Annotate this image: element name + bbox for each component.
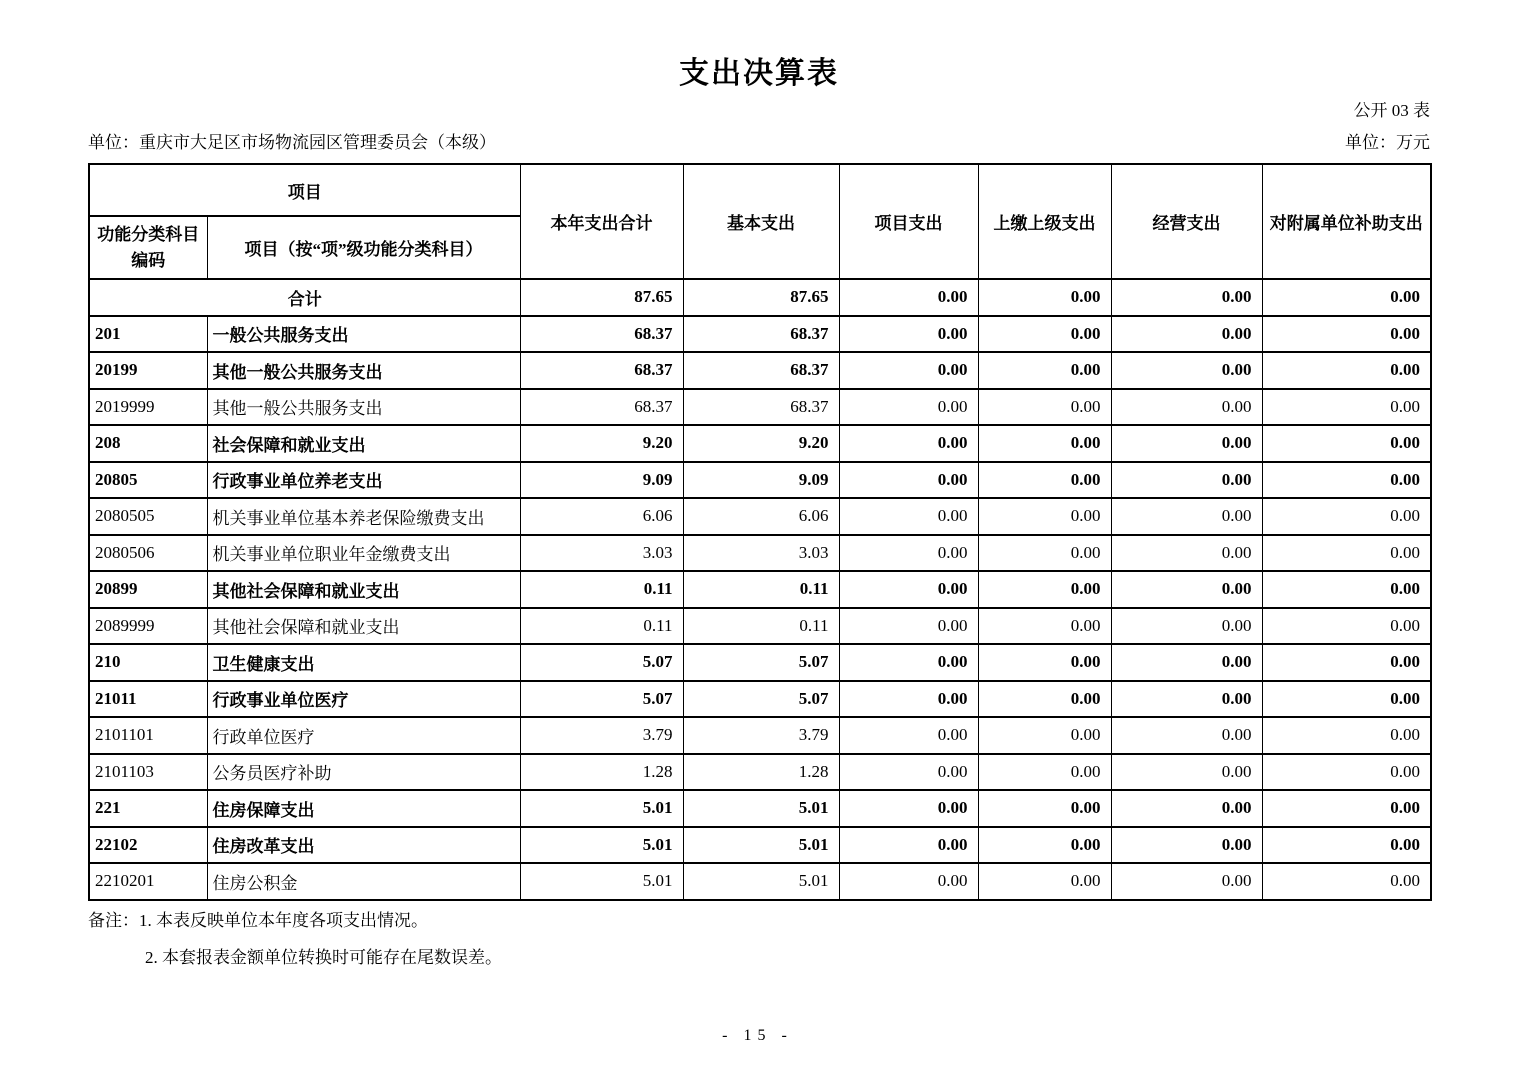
row-code-cell: 2101101 (89, 717, 207, 754)
row-value-cell: 0.00 (1262, 352, 1431, 389)
unit-name-label: 单位：重庆市大足区市场物流园区管理委员会（本级） (88, 133, 496, 153)
row-code-cell: 22102 (89, 827, 207, 864)
row-value-cell: 0.00 (1111, 644, 1262, 681)
row-value-cell: 5.01 (520, 863, 683, 900)
row-value-cell: 0.00 (978, 462, 1111, 499)
row-value-cell: 0.00 (978, 535, 1111, 572)
units-line (88, 132, 1430, 154)
row-code-cell: 2019999 (89, 389, 207, 426)
row-value-cell: 5.07 (683, 681, 839, 718)
row-value-cell: 5.01 (683, 790, 839, 827)
row-value-cell: 0.00 (978, 316, 1111, 353)
row-name-cell: 其他社会保障和就业支出 (207, 608, 520, 645)
row-name-cell: 行政单位医疗 (207, 717, 520, 754)
row-value-cell: 0.00 (978, 608, 1111, 645)
row-code-cell: 2101103 (89, 754, 207, 791)
row-code-cell: 221 (89, 790, 207, 827)
row-name-cell: 其他一般公共服务支出 (207, 352, 520, 389)
row-value-cell: 9.20 (683, 425, 839, 462)
table-row (89, 462, 1431, 499)
table-row (89, 389, 1431, 426)
row-value-cell: 0.00 (839, 608, 978, 645)
row-value-cell: 0.00 (1262, 279, 1431, 316)
row-value-cell: 0.00 (978, 644, 1111, 681)
row-value-cell: 0.00 (1111, 608, 1262, 645)
row-name-cell: 公务员医疗补助 (207, 754, 520, 791)
row-value-cell: 0.00 (1262, 681, 1431, 718)
row-value-cell: 0.00 (1111, 316, 1262, 353)
row-value-cell: 0.11 (683, 608, 839, 645)
row-value-cell: 3.03 (520, 535, 683, 572)
row-value-cell: 6.06 (683, 498, 839, 535)
table-header (89, 164, 1431, 279)
row-value-cell: 0.00 (839, 571, 978, 608)
row-code-cell: 2080506 (89, 535, 207, 572)
row-value-cell: 87.65 (683, 279, 839, 316)
expenditure-table (88, 163, 1432, 901)
table-row (89, 608, 1431, 645)
row-value-cell: 0.00 (1111, 754, 1262, 791)
row-value-cell: 0.00 (1111, 571, 1262, 608)
row-value-cell: 0.00 (1262, 827, 1431, 864)
row-value-cell: 0.00 (839, 863, 978, 900)
row-code-cell: 21011 (89, 681, 207, 718)
row-name-cell: 住房改革支出 (207, 827, 520, 864)
note-line-2 (88, 947, 1430, 969)
row-value-cell: 9.20 (520, 425, 683, 462)
row-name-cell: 其他一般公共服务支出 (207, 389, 520, 426)
row-name-cell: 一般公共服务支出 (207, 316, 520, 353)
row-value-cell: 0.00 (1111, 681, 1262, 718)
table-body (89, 279, 1431, 900)
row-value-cell: 5.07 (683, 644, 839, 681)
row-value-cell: 3.03 (683, 535, 839, 572)
row-value-cell: 0.00 (1111, 717, 1262, 754)
page-title: 支出决算表 (679, 57, 839, 90)
table-row (89, 352, 1431, 389)
table-row (89, 279, 1431, 316)
row-value-cell: 0.00 (839, 717, 978, 754)
column-header-total: 本年支出合计 (520, 164, 683, 279)
row-value-cell: 5.07 (520, 681, 683, 718)
row-value-cell: 0.00 (1262, 608, 1431, 645)
row-value-cell: 0.00 (978, 754, 1111, 791)
row-value-cell: 0.00 (978, 425, 1111, 462)
row-value-cell: 0.00 (978, 279, 1111, 316)
notes-section (88, 910, 1430, 969)
row-value-cell: 0.00 (839, 352, 978, 389)
row-value-cell: 0.00 (1262, 498, 1431, 535)
row-value-cell: 68.37 (520, 316, 683, 353)
header-row-top (89, 164, 1431, 216)
row-value-cell: 5.01 (683, 863, 839, 900)
row-value-cell: 0.00 (978, 498, 1111, 535)
row-value-cell: 68.37 (520, 389, 683, 426)
column-header-basic: 基本支出 (683, 164, 839, 279)
note-text: 2. 本套报表金额单位转换时可能存在尾数误差。 (145, 947, 502, 967)
row-value-cell: 0.00 (978, 389, 1111, 426)
row-code-cell: 208 (89, 425, 207, 462)
column-header-upper-level: 上缴上级支出 (978, 164, 1111, 279)
currency-unit-label: 单位：万元 (1345, 133, 1430, 153)
row-value-cell: 0.00 (1262, 316, 1431, 353)
column-header-function-code: 功能分类科目 编码 (89, 216, 207, 279)
row-value-cell: 0.00 (1262, 644, 1431, 681)
row-name-cell: 住房公积金 (207, 863, 520, 900)
row-value-cell: 0.00 (839, 535, 978, 572)
table-row (89, 790, 1431, 827)
row-value-cell: 68.37 (683, 389, 839, 426)
row-value-cell: 1.28 (683, 754, 839, 791)
row-value-cell: 9.09 (520, 462, 683, 499)
table-row (89, 498, 1431, 535)
row-value-cell: 1.28 (520, 754, 683, 791)
row-value-cell: 0.00 (1262, 863, 1431, 900)
table-row (89, 425, 1431, 462)
row-value-cell: 0.00 (978, 863, 1111, 900)
row-value-cell: 0.00 (1262, 571, 1431, 608)
row-name-cell: 机关事业单位基本养老保险缴费支出 (207, 498, 520, 535)
row-value-cell: 68.37 (683, 352, 839, 389)
row-value-cell: 0.00 (839, 279, 978, 316)
notes-prefix-label: 备注： (88, 910, 139, 930)
note-text: 1. 本表反映单位本年度各项支出情况。 (139, 910, 428, 930)
column-header-project-group: 项目 (89, 164, 520, 216)
note-line-1 (88, 910, 1430, 932)
row-value-cell: 0.00 (1111, 279, 1262, 316)
row-value-cell: 0.11 (520, 571, 683, 608)
row-value-cell: 0.11 (683, 571, 839, 608)
table-row (89, 535, 1431, 572)
row-value-cell: 0.00 (1111, 863, 1262, 900)
row-code-cell: 2080505 (89, 498, 207, 535)
row-value-cell: 0.00 (839, 425, 978, 462)
row-value-cell: 0.00 (1111, 352, 1262, 389)
row-code-cell: 210 (89, 644, 207, 681)
table-row (89, 681, 1431, 718)
row-value-cell: 0.00 (839, 790, 978, 827)
row-value-cell: 0.00 (1262, 717, 1431, 754)
row-value-cell: 3.79 (683, 717, 839, 754)
row-value-cell: 0.00 (978, 352, 1111, 389)
row-name-cell: 其他社会保障和就业支出 (207, 571, 520, 608)
row-value-cell: 0.00 (1262, 389, 1431, 426)
row-value-cell: 0.00 (1262, 790, 1431, 827)
page-number: - 15 - (722, 1027, 793, 1044)
row-value-cell: 0.00 (978, 571, 1111, 608)
table-row (89, 863, 1431, 900)
row-name-cell: 住房保障支出 (207, 790, 520, 827)
row-code-cell: 20805 (89, 462, 207, 499)
row-value-cell: 68.37 (683, 316, 839, 353)
row-code-cell: 2210201 (89, 863, 207, 900)
column-header-subsidy: 对附属单位补助支出 (1262, 164, 1431, 279)
row-value-cell: 0.00 (1111, 425, 1262, 462)
row-name-cell: 行政事业单位养老支出 (207, 462, 520, 499)
row-value-cell: 0.00 (839, 827, 978, 864)
column-header-operating: 经营支出 (1111, 164, 1262, 279)
row-value-cell: 0.00 (1111, 462, 1262, 499)
row-code-cell: 20899 (89, 571, 207, 608)
row-code-cell: 201 (89, 316, 207, 353)
row-value-cell: 0.00 (1262, 425, 1431, 462)
row-value-cell: 0.00 (1262, 754, 1431, 791)
row-value-cell: 0.00 (978, 717, 1111, 754)
row-value-cell: 3.79 (520, 717, 683, 754)
table-row (89, 717, 1431, 754)
table-row (89, 316, 1431, 353)
row-value-cell: 0.00 (839, 644, 978, 681)
row-value-cell: 0.00 (1111, 389, 1262, 426)
row-value-cell: 9.09 (683, 462, 839, 499)
table-row (89, 644, 1431, 681)
row-value-cell: 0.00 (839, 498, 978, 535)
row-value-cell: 0.00 (978, 827, 1111, 864)
table-code-label: 公开 03 表 (1353, 101, 1430, 120)
row-value-cell: 68.37 (520, 352, 683, 389)
table-row (89, 571, 1431, 608)
row-value-cell: 5.01 (520, 827, 683, 864)
row-value-cell: 5.01 (520, 790, 683, 827)
row-value-cell: 0.00 (1262, 535, 1431, 572)
row-value-cell: 0.00 (1111, 827, 1262, 864)
table-row (89, 827, 1431, 864)
row-value-cell: 6.06 (520, 498, 683, 535)
column-header-item-name: 项目（按“项”级功能分类科目） (207, 216, 520, 279)
row-name-cell: 行政事业单位医疗 (207, 681, 520, 718)
row-total-label-cell: 合计 (89, 279, 520, 316)
row-value-cell: 5.01 (683, 827, 839, 864)
row-value-cell: 0.00 (839, 681, 978, 718)
row-value-cell: 0.00 (978, 790, 1111, 827)
row-value-cell: 87.65 (520, 279, 683, 316)
row-value-cell: 0.00 (1111, 535, 1262, 572)
row-value-cell: 5.07 (520, 644, 683, 681)
row-value-cell: 0.00 (839, 462, 978, 499)
row-name-cell: 机关事业单位职业年金缴费支出 (207, 535, 520, 572)
row-value-cell: 0.00 (839, 389, 978, 426)
column-header-project-exp: 项目支出 (839, 164, 978, 279)
row-name-cell: 卫生健康支出 (207, 644, 520, 681)
row-value-cell: 0.00 (839, 316, 978, 353)
row-value-cell: 0.00 (839, 754, 978, 791)
row-code-cell: 2089999 (89, 608, 207, 645)
row-value-cell: 0.00 (1111, 790, 1262, 827)
row-code-cell: 20199 (89, 352, 207, 389)
row-value-cell: 0.00 (1262, 462, 1431, 499)
table-row (89, 754, 1431, 791)
row-value-cell: 0.11 (520, 608, 683, 645)
row-name-cell: 社会保障和就业支出 (207, 425, 520, 462)
row-value-cell: 0.00 (1111, 498, 1262, 535)
row-value-cell: 0.00 (978, 681, 1111, 718)
